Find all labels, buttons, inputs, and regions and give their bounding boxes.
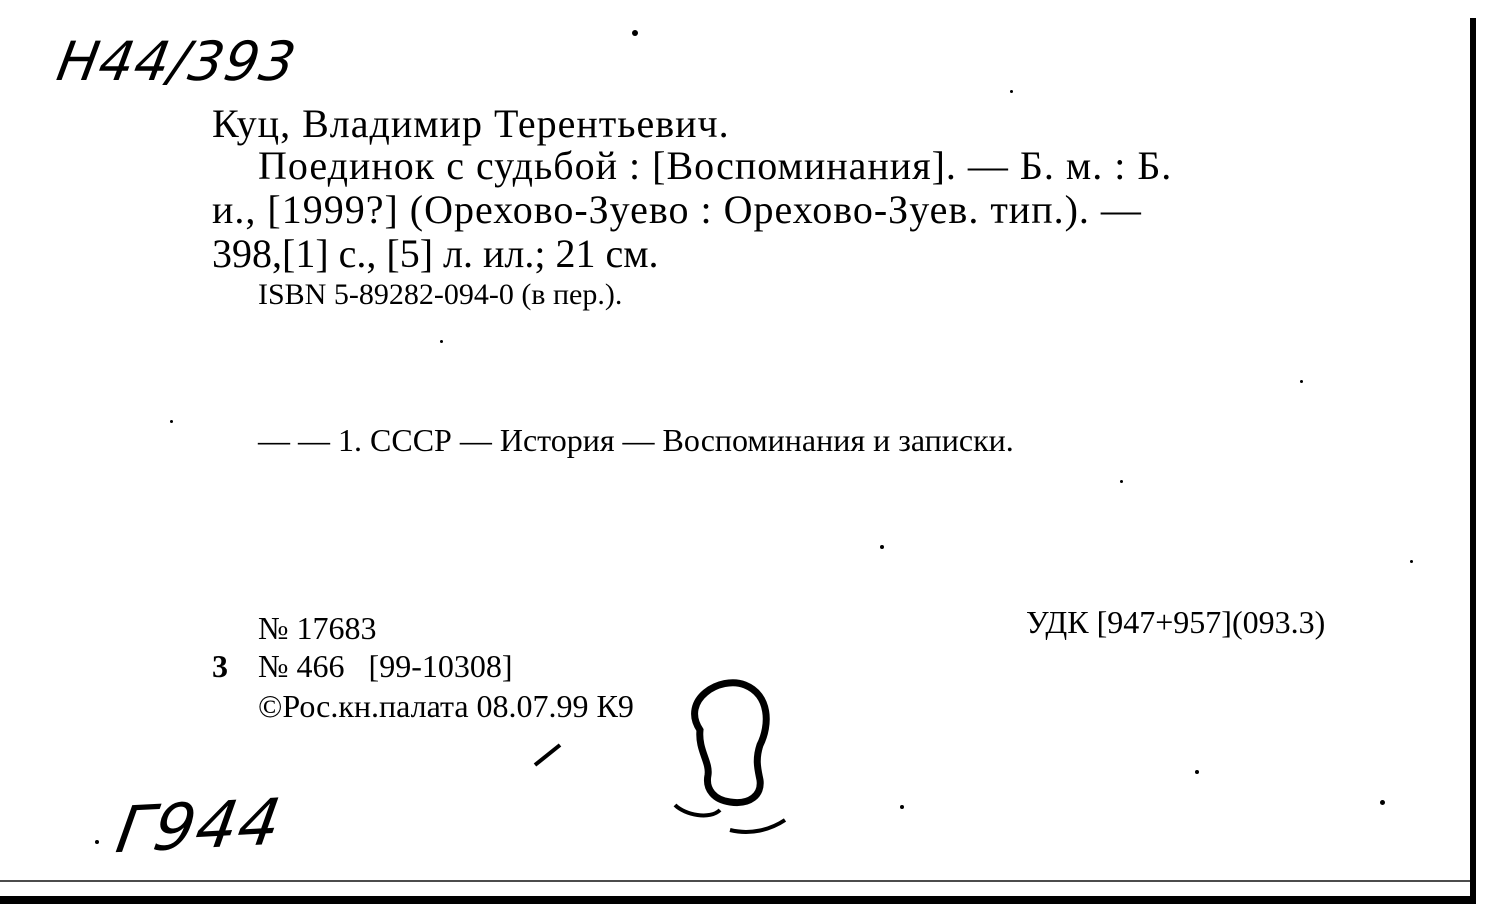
hand-drawn-scribble <box>660 670 800 850</box>
scan-speck <box>880 545 884 549</box>
author-heading: Куц, Владимир Терентьевич. <box>212 101 730 146</box>
subject-headings: — — 1. СССР — История — Воспоминания и записки. <box>258 422 1014 458</box>
scan-speck <box>1300 380 1303 383</box>
scan-speck <box>1120 480 1123 483</box>
registration-number: № 466 [99-10308] <box>258 648 513 684</box>
card-border-inner <box>0 880 1476 882</box>
record-number: № 17683 <box>258 610 377 646</box>
scan-speck <box>1195 770 1199 774</box>
handwritten-call-number: Г944 <box>111 785 287 869</box>
scan-speck <box>95 840 99 844</box>
copyright-line: ©Рос.кн.палата 08.07.99 К9 <box>258 688 634 724</box>
title-line-2: и., [1999?] (Орехово-Зуево : Орехово-Зуев. тип.). — <box>212 187 1142 232</box>
marker-3: 3 <box>212 648 228 684</box>
scan-speck <box>1010 90 1013 93</box>
pen-stroke <box>530 740 570 770</box>
isbn-line: ISBN 5-89282-094-0 (в пер.). <box>258 278 623 311</box>
handwritten-shelf-mark: Н44/393 <box>52 30 302 93</box>
title-line-1: Поединок с судьбой : [Воспоминания]. — Б. м. : Б. <box>258 143 1173 188</box>
scan-speck <box>1410 560 1413 563</box>
udc-code: УДК [947+957](093.3) <box>1026 604 1326 640</box>
scan-speck <box>900 805 904 809</box>
scan-speck <box>440 340 443 343</box>
scan-speck <box>170 420 173 423</box>
card-border-right <box>1470 18 1476 904</box>
title-line-3: 398,[1] с., [5] л. ил.; 21 см. <box>212 231 659 276</box>
scan-speck <box>632 30 638 36</box>
card-border-bottom <box>0 896 1476 904</box>
scan-speck <box>1380 800 1385 805</box>
